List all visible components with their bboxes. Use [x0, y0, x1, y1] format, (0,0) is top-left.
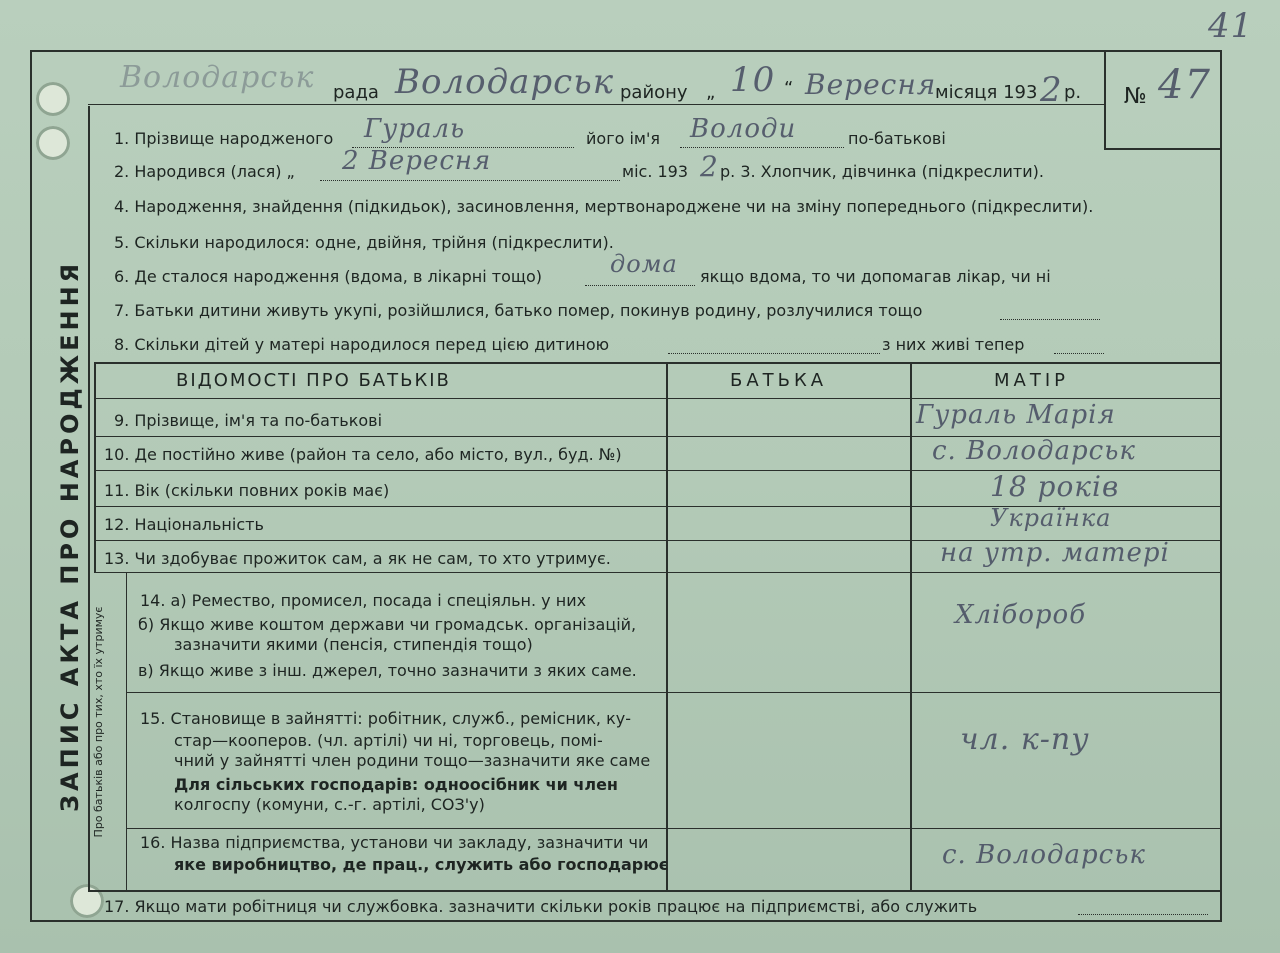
item-5-label: 5. Скільки народилося: одне, двійня, трійня (підкреслити).	[114, 233, 614, 252]
row-15-mother-hw: чл. к-пу	[960, 722, 1090, 757]
row-9-label: 9. Прізвище, ім'я та по-батькові	[114, 411, 383, 430]
row-line	[94, 572, 1220, 573]
number-label: №	[1124, 84, 1147, 109]
row-line	[94, 398, 1220, 399]
side-title: ЗАПИС АКТА ПРО НАРОДЖЕННЯ	[56, 259, 84, 812]
open-quote: „	[706, 82, 716, 103]
item-8-end-blank	[1054, 353, 1104, 354]
row-12-label: 12. Національність	[104, 515, 264, 534]
item-2-end: р. 3. Хлопчик, дівчинка (підкреслити).	[720, 162, 1044, 181]
row-16-line-2: яке виробництво, де прац., служить або господарює	[174, 855, 669, 874]
row-14b-label-2: зазначити якими (пенсія, стипендія тощо)	[174, 635, 533, 654]
row-10-mother-hw: с. Володарськ	[932, 436, 1136, 466]
row-16-mother-hw: с. Володарськ	[942, 840, 1146, 870]
item-2-mid: міс. 193	[622, 162, 689, 181]
row-14a-label: 14. а) Ремество, промисел, посада і спеціяльн. у них	[140, 591, 587, 610]
number-handwriting: 47	[1158, 62, 1211, 108]
item-8-label: 8. Скільки дітей у матері народилося перед цією дитиною	[114, 335, 610, 354]
item-6-label: 6. Де сталося народження (вдома, в лікарні тощо)	[114, 267, 542, 286]
row-12-mother-hw: Українка	[990, 504, 1112, 532]
day-handwriting: 10	[730, 60, 776, 100]
row-11-label: 11. Вік (скільки повних років має)	[104, 481, 390, 500]
close-quote: “	[784, 78, 794, 99]
row-15-line-4: Для сільських господарів: одноосібник чи член	[174, 775, 618, 794]
item-8-blank	[668, 353, 880, 354]
item-2-label: 2. Народився (лася) „	[114, 162, 295, 181]
table-header-father: БАТЬКА	[730, 370, 828, 391]
table-col-line-2	[910, 362, 912, 892]
table-top	[94, 362, 1220, 364]
frame-left	[30, 50, 32, 922]
header-underline	[88, 104, 1106, 105]
table-col-line-1	[666, 362, 668, 892]
item-17-blank	[1078, 914, 1208, 915]
side-subtitle: Про батьків або про тих, хто їх утримує	[92, 606, 105, 838]
row-line	[88, 890, 1220, 892]
item-1-surname-hw: Гураль	[364, 114, 466, 144]
page-number: 41	[1208, 6, 1254, 46]
row-15-line-2: стар—коопepов. (чл. артілі) чи ні, торговець, помі-	[174, 731, 603, 750]
item-2-date-hw: 2 Вересня	[342, 146, 492, 176]
row-9-mother-hw: Гураль Марія	[916, 400, 1116, 430]
year-suffix: р.	[1064, 82, 1082, 103]
year-handwriting: 2	[1040, 70, 1063, 110]
item-6-place-hw: дома	[610, 250, 678, 278]
item-1-name-blank	[680, 147, 844, 148]
table-header-mother: МАТІР	[994, 370, 1070, 391]
item-1-label: 1. Прізвище народженого	[114, 129, 334, 148]
row-14c-label: в) Якщо живе з інш. джерел, точно зазначити з яких саме.	[138, 661, 637, 680]
item-2-blank	[320, 180, 620, 181]
frame-top	[30, 50, 1222, 52]
item-1-end: по-батькові	[848, 129, 946, 148]
number-box-left	[1104, 50, 1106, 150]
table-header-info: ВІДОМОСТІ ПРО БАТЬКІВ	[176, 370, 451, 391]
row-line	[126, 828, 1220, 829]
row-15-line-1: 15. Становище в зайнятті: робітник, служб., ремісник, ку-	[140, 709, 631, 728]
row-14-mother-hw: Хлібороб	[955, 600, 1087, 630]
row-16-line-1: 16. Назва підприємства, установи чи закладу, зазначити чи	[140, 833, 649, 852]
item-17-label: 17. Якщо мати робітниця чи службовка. зазначити скільки років працює на підприємстві, або служить	[104, 897, 978, 916]
item-6-blank	[585, 285, 695, 286]
rada-handwriting: Володарськ	[120, 60, 315, 95]
item-1-mid: його ім'я	[586, 129, 661, 148]
number-box-bottom	[1104, 148, 1222, 150]
sub-col-line	[126, 572, 127, 892]
row-14b-label: б) Якщо живе коштом держави чи громадськ. організацій,	[138, 615, 637, 634]
raion-label: району	[620, 82, 688, 103]
binder-hole	[36, 82, 70, 116]
item-7-label: 7. Батьки дитини живуть укупі, розійшлися, батько помер, покинув родину, розлучилися тощо	[114, 301, 923, 320]
item-8-end: з них живі тепер	[882, 335, 1025, 354]
row-line	[126, 692, 1220, 693]
item-2-year-hw: 2	[700, 150, 719, 183]
row-13-label: 13. Чи здобуває прожиток сам, а як не сам, то хто утримує.	[104, 549, 611, 568]
frame-bottom	[30, 920, 1222, 922]
rada-label: рада	[333, 82, 379, 103]
row-13-mother-hw: на утр. матері	[940, 538, 1170, 568]
side-column-line	[88, 106, 90, 892]
item-1-name-hw: Володи	[690, 114, 797, 144]
row-15-line-3: чний у зайнятті член родини тощо—зазначити яке саме	[174, 751, 651, 770]
item-7-blank	[1000, 319, 1100, 320]
raion-handwriting: Володарськ	[395, 62, 615, 102]
row-11-mother-hw: 18 років	[990, 470, 1120, 503]
item-4-label: 4. Народження, знайдення (підкидьок), засиновлення, мертвонароджене чи на зміну попереднього (підкреслити).	[114, 197, 1094, 216]
item-6-end: якщо вдома, то чи допомагав лікар, чи ні	[700, 267, 1051, 286]
month-label: місяця 193	[935, 82, 1038, 103]
frame-right	[1220, 50, 1222, 922]
row-15-line-5: колгоспу (комуни, с.-г. артілі, СОЗ'у)	[174, 795, 485, 814]
binder-hole	[36, 126, 70, 160]
row-10-label: 10. Де постійно живе (район та село, або місто, вул., буд. №)	[104, 445, 622, 464]
month-handwriting: Вересня	[805, 68, 937, 101]
